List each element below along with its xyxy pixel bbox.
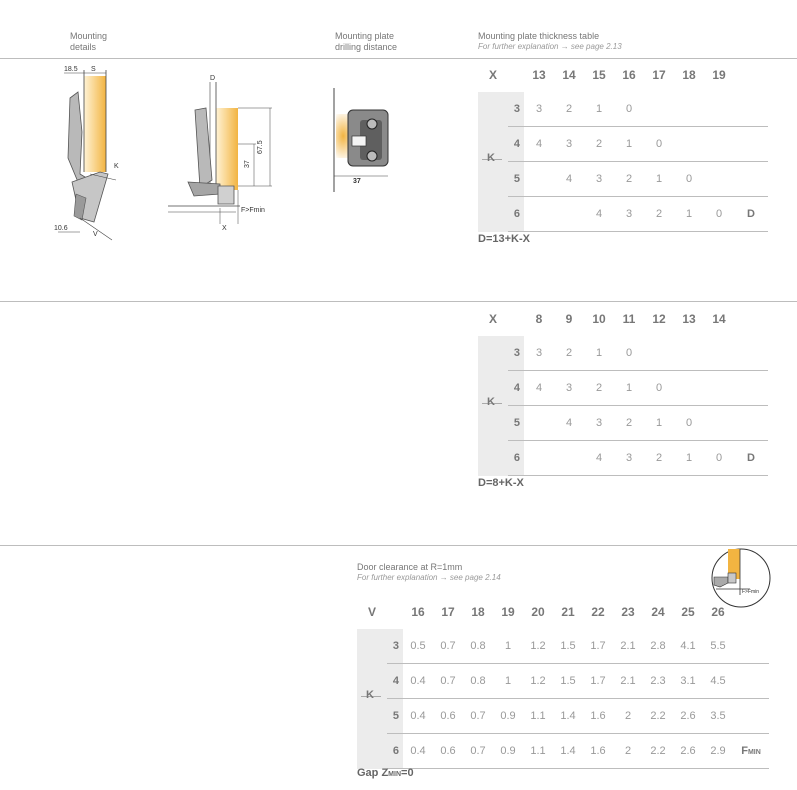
table-cell xyxy=(734,92,768,127)
table-cell: 2 xyxy=(554,92,584,127)
table-cell: 2 xyxy=(644,441,674,476)
col-header: 12 xyxy=(652,312,666,326)
table-cell: 0 xyxy=(704,441,734,476)
table-cell: 2.6 xyxy=(673,734,703,769)
table-cell: 2.8 xyxy=(643,629,673,664)
table-cell xyxy=(554,197,584,232)
table-cell: 4 xyxy=(508,127,524,162)
table-cell: 2.1 xyxy=(613,629,643,664)
table-cell: 6 xyxy=(508,441,524,476)
table-cell: 4 xyxy=(524,127,554,162)
table-cell: 5 xyxy=(508,406,524,441)
svg-text:18.5: 18.5 xyxy=(64,66,78,73)
plate-drilling-header: Mounting plate drilling distance xyxy=(335,31,398,52)
table-cell xyxy=(733,595,769,629)
unit-label: D xyxy=(734,441,768,476)
table-cell: 0.7 xyxy=(463,699,493,734)
table-cell: 1.6 xyxy=(583,699,613,734)
table-cell: 4 xyxy=(584,197,614,232)
table-cell: 5 xyxy=(387,699,403,734)
svg-text:X: X xyxy=(222,225,227,232)
table-cell xyxy=(644,92,674,127)
k-label: K xyxy=(487,152,495,164)
table-cell: 1 xyxy=(493,664,523,699)
table-cell: 0 xyxy=(614,92,644,127)
table-cell: 3 xyxy=(584,406,614,441)
mounting-details-header: Mounting details xyxy=(70,31,108,52)
table-cell xyxy=(734,58,768,92)
svg-text:K: K xyxy=(114,163,119,170)
table-cell: 2 xyxy=(614,406,644,441)
table-cell xyxy=(674,92,704,127)
table-cell: 2 xyxy=(584,371,614,406)
table-cell: 1.2 xyxy=(523,629,553,664)
table-cell xyxy=(734,127,768,162)
table-cell xyxy=(554,441,584,476)
table-cell: 0.4 xyxy=(403,734,433,769)
door-clearance-table xyxy=(357,595,769,769)
table-cell: 1 xyxy=(644,406,674,441)
table-cell: 1.4 xyxy=(553,699,583,734)
table-cell: 0 xyxy=(644,371,674,406)
col-header: 20 xyxy=(531,605,545,619)
table-cell: 2 xyxy=(613,699,643,734)
svg-text:67.5: 67.5 xyxy=(257,140,264,154)
table-cell xyxy=(387,595,403,629)
table-cell xyxy=(734,371,768,406)
table-cell: 1 xyxy=(584,92,614,127)
thickness-table-1 xyxy=(478,58,768,232)
svg-text:F>Fmin: F>Fmin xyxy=(742,589,760,595)
table-cell: 2 xyxy=(644,197,674,232)
k-label: K xyxy=(366,689,374,701)
table-row xyxy=(478,371,768,406)
svg-text:F>Fmin: F>Fmin xyxy=(241,207,265,214)
table-cell: 3 xyxy=(387,629,403,664)
col-header: 26 xyxy=(711,605,725,619)
col-header: 18 xyxy=(471,605,485,619)
col-header: 19 xyxy=(712,68,726,82)
table-cell xyxy=(734,162,768,197)
table-cell: 1.6 xyxy=(583,734,613,769)
k-axis-cell xyxy=(478,92,508,232)
table-row xyxy=(478,92,768,127)
table-cell: 0.7 xyxy=(433,664,463,699)
table-cell xyxy=(734,406,768,441)
table-cell: 4 xyxy=(387,664,403,699)
table-cell: 1 xyxy=(674,441,704,476)
table-cell: 0.9 xyxy=(493,734,523,769)
table-cell: 3 xyxy=(524,336,554,371)
table-cell: 3 xyxy=(584,162,614,197)
table-cell: 0.5 xyxy=(403,629,433,664)
unit-label: FMIN xyxy=(733,734,769,769)
formula: Gap ZMIN=0 xyxy=(357,767,414,779)
table-cell: 2 xyxy=(614,162,644,197)
table-cell: 5 xyxy=(508,162,524,197)
table-cell: 0.8 xyxy=(463,629,493,664)
door-clearance-header: Door clearance at R=1mm For further explanation → see page 2.14 xyxy=(357,562,501,582)
col-header: 11 xyxy=(622,312,636,326)
col-header: 16 xyxy=(622,68,636,82)
k-axis-cell xyxy=(357,629,387,769)
table-cell: 1.1 xyxy=(523,699,553,734)
col-header: 16 xyxy=(411,605,425,619)
col-header: 24 xyxy=(651,605,665,619)
table-cell: 1 xyxy=(584,336,614,371)
table-cell xyxy=(508,302,524,336)
table-cell: 2.9 xyxy=(703,734,733,769)
table-cell: 0 xyxy=(704,197,734,232)
unit-label: D xyxy=(734,197,768,232)
table-cell: 1 xyxy=(674,197,704,232)
col-header: 15 xyxy=(592,68,606,82)
table-row xyxy=(357,664,769,699)
col-header: 9 xyxy=(565,312,573,326)
table-cell: 5.5 xyxy=(703,629,733,664)
table-cell xyxy=(644,336,674,371)
table-cell: 1.5 xyxy=(553,629,583,664)
table-cell: 3 xyxy=(524,92,554,127)
svg-text:S: S xyxy=(91,66,96,73)
table-cell: 3 xyxy=(554,371,584,406)
k-label: K xyxy=(487,396,495,408)
table-cell: 0.4 xyxy=(403,699,433,734)
table-cell xyxy=(508,58,524,92)
k-axis-cell xyxy=(478,336,508,476)
table-cell: 4 xyxy=(584,441,614,476)
col-header: 22 xyxy=(591,605,605,619)
table-cell xyxy=(524,406,554,441)
table-cell xyxy=(704,406,734,441)
table-cell: 2.1 xyxy=(613,664,643,699)
table-cell: 3.1 xyxy=(673,664,703,699)
table-cell: 1 xyxy=(644,162,674,197)
col-header: 13 xyxy=(682,312,696,326)
col-header: 10 xyxy=(592,312,606,326)
table-cell: 1.7 xyxy=(583,664,613,699)
table-cell xyxy=(524,162,554,197)
table-cell: 4 xyxy=(554,406,584,441)
table-cell: 1.4 xyxy=(553,734,583,769)
col-header: 13 xyxy=(532,68,546,82)
table-row xyxy=(357,629,769,664)
table-cell xyxy=(674,371,704,406)
mounting-details-drawing xyxy=(50,62,300,242)
table-cell: 2.6 xyxy=(673,699,703,734)
table-row xyxy=(478,197,768,232)
table-cell: 0.7 xyxy=(433,629,463,664)
col-header: 17 xyxy=(441,605,455,619)
table-cell xyxy=(704,336,734,371)
table-cell xyxy=(704,127,734,162)
table-cell: 4 xyxy=(508,371,524,406)
col-header: 25 xyxy=(681,605,695,619)
table-corner: X xyxy=(488,312,497,326)
col-header: 17 xyxy=(652,68,666,82)
svg-text:10.6: 10.6 xyxy=(54,225,68,232)
table-cell: 3 xyxy=(554,127,584,162)
thickness-table-header: Mounting plate thickness table For further explanation → see page 2.13 xyxy=(478,31,622,51)
col-header: 23 xyxy=(621,605,635,619)
table-cell: 4.1 xyxy=(673,629,703,664)
table-row xyxy=(478,406,768,441)
table-cell: 2 xyxy=(613,734,643,769)
table-cell: 1.1 xyxy=(523,734,553,769)
table-cell xyxy=(674,127,704,162)
table-cell: 4 xyxy=(554,162,584,197)
table-cell: 0.4 xyxy=(403,664,433,699)
table-row xyxy=(478,127,768,162)
table-cell: 1 xyxy=(614,371,644,406)
table-cell: 0.6 xyxy=(433,734,463,769)
table-cell: 0 xyxy=(674,162,704,197)
table-cell xyxy=(704,371,734,406)
table-cell: 0.8 xyxy=(463,664,493,699)
table-cell xyxy=(734,336,768,371)
table-cell: 3 xyxy=(614,197,644,232)
col-header: 14 xyxy=(712,312,726,326)
table-row xyxy=(478,336,768,371)
table-cell: 1 xyxy=(614,127,644,162)
table-cell: 1.5 xyxy=(553,664,583,699)
svg-text:37: 37 xyxy=(244,160,251,168)
table-cell xyxy=(524,441,554,476)
table-cell xyxy=(704,92,734,127)
svg-text:V: V xyxy=(93,231,98,238)
table-cell: 3.5 xyxy=(703,699,733,734)
table-cell: 1.7 xyxy=(583,629,613,664)
table-cell xyxy=(733,664,769,699)
table-cell: 2 xyxy=(584,127,614,162)
table-cell: 3 xyxy=(614,441,644,476)
table-cell xyxy=(733,699,769,734)
table-cell: 2.3 xyxy=(643,664,673,699)
table-cell: 1.2 xyxy=(523,664,553,699)
section-divider xyxy=(0,545,797,546)
formula: D=13+K-X xyxy=(478,233,530,245)
table-cell xyxy=(704,162,734,197)
col-header: 14 xyxy=(562,68,576,82)
col-header: 21 xyxy=(561,605,575,619)
table-corner: V xyxy=(367,605,376,619)
svg-text:D: D xyxy=(210,75,216,82)
formula: D=8+K-X xyxy=(478,477,524,489)
table-cell: 0.7 xyxy=(463,734,493,769)
thickness-table-2 xyxy=(478,302,768,476)
table-row xyxy=(357,699,769,734)
table-cell: 2.2 xyxy=(643,699,673,734)
table-cell: 3 xyxy=(508,92,524,127)
table-cell: 4.5 xyxy=(703,664,733,699)
table-cell: 0 xyxy=(614,336,644,371)
col-header: 8 xyxy=(535,312,543,326)
table-cell: 0.6 xyxy=(433,699,463,734)
plate-drilling-drawing xyxy=(328,84,408,194)
table-cell xyxy=(674,336,704,371)
table-cell xyxy=(733,629,769,664)
table-cell: 4 xyxy=(524,371,554,406)
col-header: 18 xyxy=(682,68,696,82)
table-row xyxy=(478,441,768,476)
svg-text:37: 37 xyxy=(353,178,361,185)
table-row xyxy=(357,734,769,769)
table-cell: 6 xyxy=(508,197,524,232)
table-cell: 2.2 xyxy=(643,734,673,769)
table-corner: X xyxy=(488,68,497,82)
table-cell: 0.9 xyxy=(493,699,523,734)
table-cell: 2 xyxy=(554,336,584,371)
table-cell: 3 xyxy=(508,336,524,371)
table-cell: 6 xyxy=(387,734,403,769)
table-row xyxy=(478,162,768,197)
col-header: 19 xyxy=(501,605,515,619)
table-cell: 0 xyxy=(644,127,674,162)
table-cell xyxy=(524,197,554,232)
table-cell xyxy=(734,302,768,336)
table-cell: 0 xyxy=(674,406,704,441)
table-cell: 1 xyxy=(493,629,523,664)
